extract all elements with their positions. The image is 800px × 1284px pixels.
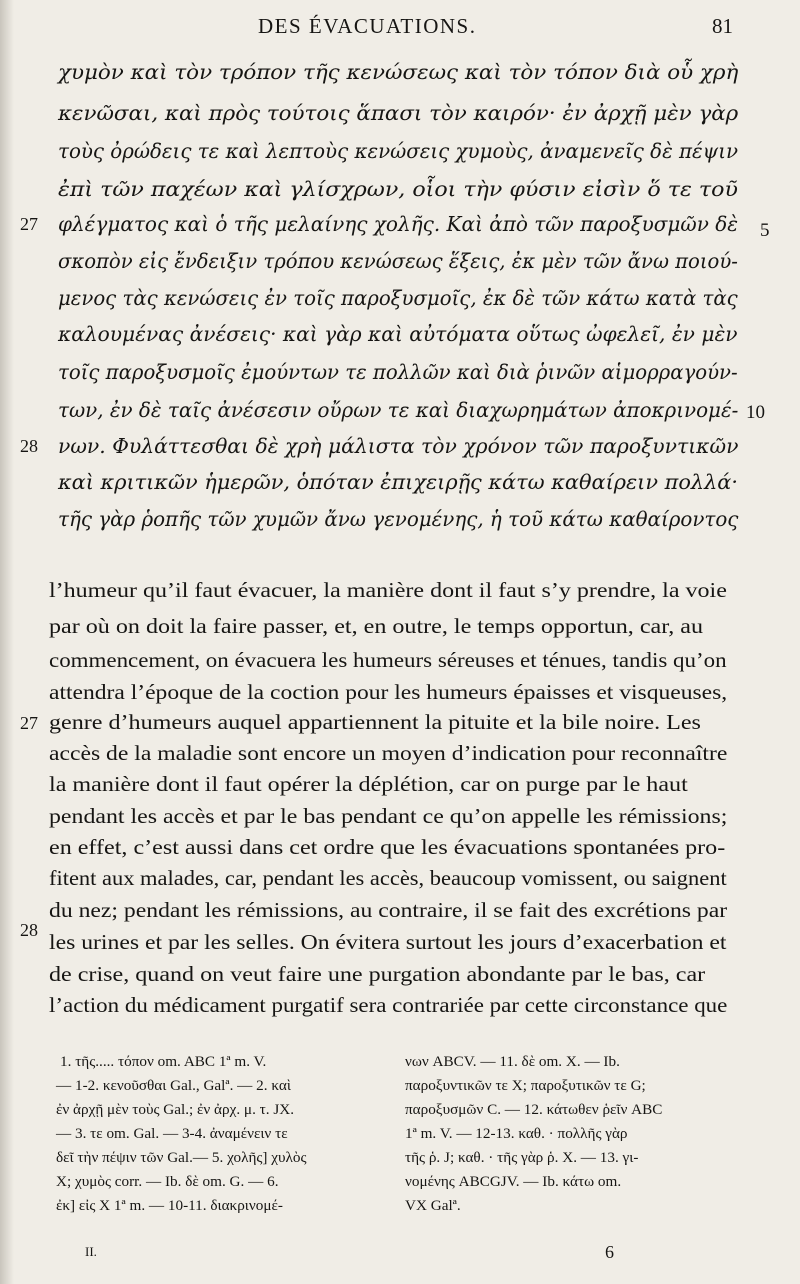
french-line: l’action du médicament purgatif sera contrariée par cette circonstance que	[49, 993, 728, 1017]
footnote-line: — 1-2. κενοῦσθαι Gal., Galª. — 2. καὶ	[56, 1077, 291, 1094]
greek-line: καλουμένας ἀνέσεις· καὶ γὰρ καὶ αὐτόματα οὕτως ὠφελεῖ, ἐν μὲν	[58, 322, 738, 346]
page-header	[0, 14, 800, 44]
footnote-line: ἐν ἀρχῇ μὲν τοὺς Gal.; ἐν ἀρχ. μ. τ. JX.	[56, 1101, 295, 1118]
french-line: du nez; pendant les rémissions, au contraire, il se fait des excrétions par	[49, 898, 728, 922]
french-line: commencement, on évacuera les humeurs séreuses et ténues, tandis qu’on	[49, 648, 727, 672]
footnote-line: δεῖ τὴν πέψιν τῶν Gal.— 5. χολῆς] χυλὸς	[56, 1149, 307, 1166]
running-title: DES ÉVACUATIONS.	[258, 14, 477, 38]
french-line: accès de la maladie sont encore un moyen d’indication pour reconnaître	[49, 741, 728, 765]
footnotes-left-column	[56, 1053, 396, 1223]
greek-line: μενος τὰς κενώσεις ἐν τοῖς παροξυσμοῖς, ἐκ δὲ τῶν κάτω κατὰ τὰς	[58, 286, 738, 310]
footnote-line: τῆς ῥ. J; καθ. · τῆς γὰρ ῥ. X. — 13. γι-	[405, 1149, 639, 1166]
greek-line-number: 5	[760, 220, 770, 241]
greek-line: νων. Φυλάττεσθαι δὲ χρὴ μάλιστα τὸν χρόνον τῶν παροξυντικῶν	[58, 434, 739, 458]
greek-line: τοὺς ὀρώδεις τε καὶ λεπτοὺς κενώσεις χυμοὺς, ἀναμενεῖς δὲ πέψιν	[58, 139, 738, 163]
french-line: l’humeur qu’il faut évacuer, la manière dont il faut s’y prendre, la voie	[49, 578, 727, 602]
greek-line: φλέγματος καὶ ὁ τῆς μελαίνης χολῆς. Καὶ ἀπὸ τῶν παροξυσμῶν δὲ	[58, 212, 738, 236]
greek-line: καὶ κριτικῶν ἡμερῶν, ὁπόταν ἐπιχειρῇς κάτω καθαίρειν πολλά·	[58, 470, 738, 494]
greek-line: των, ἐν δὲ ταῖς ἀνέσεσιν οὔρων τε καὶ διαχωρημάτων ἀποκρινομέ-	[58, 398, 739, 422]
footnote-line: VX Galª.	[405, 1197, 461, 1214]
page-edge-shadow	[0, 0, 14, 1284]
greek-chapter-number: 28	[20, 436, 38, 456]
footnote-line: νων ABCV. — 11. δὲ om. X. — Ib.	[405, 1053, 620, 1070]
sheet-number: 6	[605, 1242, 614, 1262]
signature-mark: II.	[85, 1244, 97, 1259]
french-chapter-number: 28	[20, 920, 38, 940]
footnote-line: X; χυμὸς corr. — Ib. δὲ om. G. — 6.	[56, 1173, 279, 1190]
greek-line: σκοπὸν εἰς ἔνδειξιν τρόπου κενώσεως ἕξεις, ἐκ μὲν τῶν ἄνω ποιού-	[58, 249, 738, 273]
footnote-line: 1ª m. V. — 12-13. καθ. · πολλῆς γὰρ	[405, 1125, 628, 1142]
french-line: par où on doit la faire passer, et, en outre, le temps opportun, car, au	[49, 614, 704, 638]
french-line: attendra l’époque de la coction pour les humeurs épaisses et visqueuses,	[49, 680, 728, 704]
greek-line: τῆς γὰρ ῥοπῆς τῶν χυμῶν ἄνω γενομένης, ἡ τοῦ κάτω καθαίροντος	[58, 507, 739, 531]
french-line: les urines et par les selles. On évitera surtout les jours d’exacerbation et	[49, 930, 727, 954]
greek-line: χυμὸν καὶ τὸν τρόπον τῆς κενώσεως καὶ τὸν τόπον διὰ οὗ χρὴ	[58, 60, 739, 84]
footnotes-right-column	[405, 1053, 745, 1223]
greek-line: τοῖς παροξυσμοῖς ἐμούντων τε πολλῶν καὶ διὰ ῥινῶν αἱμορραγούν-	[58, 360, 738, 384]
french-chapter-number: 27	[20, 713, 38, 733]
greek-line: κενῶσαι, καὶ πρὸς τούτοις ἅπασι τὸν καιρόν· ἐν ἀρχῇ μὲν γὰρ	[58, 101, 739, 125]
greek-line: ἐπὶ τῶν παχέων καὶ γλίσχρων, οἷοι τὴν φύσιν εἰσὶν ὅ τε τοῦ	[58, 177, 738, 201]
french-line: la manière dont il faut opérer la déplétion, car on purge par le haut	[49, 772, 688, 796]
french-line: fitent aux malades, car, pendant les accès, beaucoup vomissent, ou saignent	[49, 866, 727, 890]
footnote-line: — 3. τε om. Gal. — 3-4. ἀναμένειν τε	[56, 1125, 288, 1142]
page-number: 81	[712, 14, 733, 38]
footnote-line: 1. τῆς..... τόπον om. ABC 1ª m. V.	[60, 1053, 267, 1070]
french-line: genre d’humeurs auquel appartiennent la pituite et la bile noire. Les	[49, 710, 701, 734]
footnote-line: ἐκ] εἰς X 1ª m. — 10-11. διακρινομέ-	[56, 1197, 283, 1214]
french-line: en effet, c’est aussi dans cet ordre que les évacuations spontanées pro-	[49, 835, 726, 859]
footnote-line: νομένης ABCGJV. — Ib. κάτω om.	[405, 1173, 622, 1190]
french-line: pendant les accès et par le bas pendant ce qu’on appelle les rémissions;	[49, 804, 728, 828]
greek-chapter-number: 27	[20, 214, 38, 234]
footnote-line: παροξυντικῶν τε X; παροξυτικῶν τε G;	[405, 1077, 646, 1094]
french-line: de crise, quand on veut faire une purgation abondante par le bas, car	[49, 962, 706, 986]
greek-line-number: 10	[746, 402, 765, 423]
footnote-line: παροξυσμῶν C. — 12. κάτωθεν ῥεῖν ABC	[405, 1101, 663, 1118]
